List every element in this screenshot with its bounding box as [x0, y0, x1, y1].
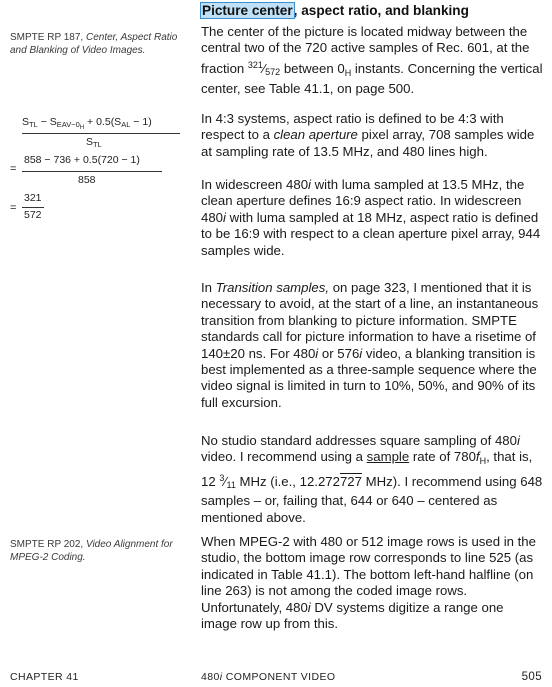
equation-line1-denominator: STL: [86, 136, 102, 149]
paragraph-widescreen: In widescreen 480i with luma sampled at 13.5 MHz, the clean aperture defines 16:9 aspect ratio. In widescreen 480i with luma sampled at 18 MHz, aspect ratio is defined to be 16:9 with respect to a clean aperture pixel array, 944 samples wide.: [201, 177, 541, 258]
equation-line2-numerator: 858 − 736 + 0.5(720 − 1): [24, 154, 140, 166]
fraction-bar-3: [22, 207, 44, 208]
equation-line3-denominator: 572: [24, 209, 42, 221]
highlighted-heading-text[interactable]: Picture center: [202, 3, 293, 18]
equals-sign-1: =: [10, 163, 17, 175]
paragraph-square-sampling: No studio standard addresses square sampling of 480i video. I recommend using a sample rate of $780f_H$, that is, 12 $^3$⁄11 MHz (i.e., 12.272727 MHz). I recommend using 648 samples – or, failing that, 644 or 640 – centered as mentioned above.: [201, 433, 543, 525]
paragraph-transition-samples: In Transition samples, on page 323, I mentioned that it is necessary to avoid, at the start of a line, an instantaneous transition from blanking to picture information. SMPTE standards call for picture information to have a risetime of 140±20 ns. For 480i or 576i video, a blanking transition is best implemented as a three-sample sequence where the video signal is limited in turn to 10%, 50%, and 90% of its full excursion.: [201, 280, 539, 410]
fraction-bar-2: [22, 171, 162, 172]
paragraph-picture-center: The center of the picture is located midway between the central two of the 720 active samples of Rec. 601, at the fraction $^{321}$⁄572 between $0_H$ instants. Concerning the vertical center, see Table 41.1, on page 500.: [201, 24, 543, 97]
equation-line3-numerator: 321: [24, 192, 42, 204]
section-heading: Picture center, aspect ratio, and blanking: [202, 3, 469, 18]
equation-line1-numerator: STL − $SEAV-0_H + 0.5(SAL - 1)$: [22, 116, 152, 131]
equals-sign-2: =: [10, 202, 17, 214]
footer-chapter: CHAPTER 41: [10, 671, 79, 683]
margin-note-rp202: SMPTE RP 202, Video Alignment for MPEG-2 Coding.: [10, 539, 173, 563]
page-number: 505: [521, 671, 542, 683]
paragraph-mpeg2-rows: When MPEG-2 with 480 or 512 image rows is used in the studio, the bottom image row corresponds to line 525 (as indicated in Table 41.1). The bottom left-hand halfline (on line 263) is not among the coded image rows. Unfortunately, 480i DV systems digitize a range one image row up from this.: [201, 534, 536, 632]
margin-note-rp187: SMPTE RP 187, Center, Aspect Ratio and Blanking of Video Images.: [10, 32, 178, 56]
footer-chapter-title: 480i COMPONENT VIDEO: [201, 671, 336, 683]
fraction-bar-1: [22, 133, 180, 134]
equation-line2-denominator: 858: [78, 174, 96, 186]
paragraph-4x3-aspect: In 4:3 systems, aspect ratio is defined to be 4:3 with respect to a clean aperture pixel array, 708 samples wide at sampling rate of 13.5 MHz, and 480 lines high.: [201, 111, 535, 159]
